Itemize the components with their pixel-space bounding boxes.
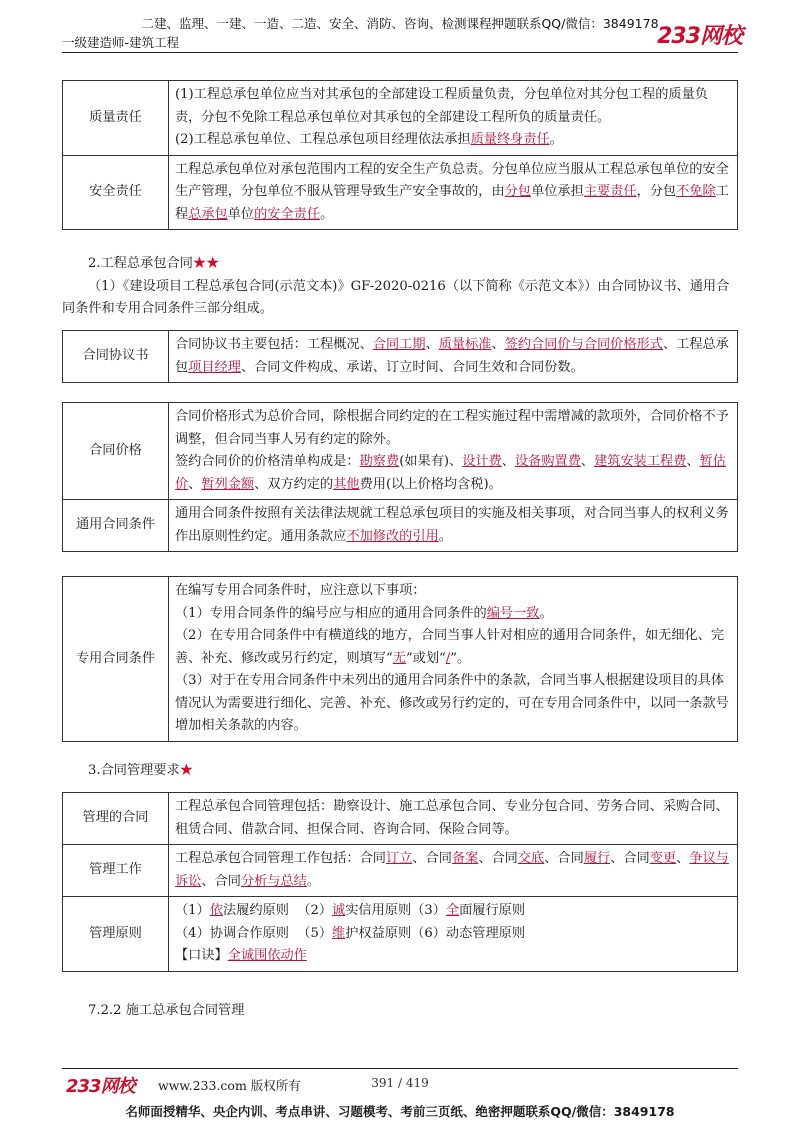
row-label: 管理原则 [63,897,169,972]
highlight-term: 勘察费 [359,454,400,469]
row-label: 合同协议书 [63,331,169,383]
text-span: 实信用原则（3） [345,903,446,918]
responsibility-table [62,80,738,230]
content-line [175,945,730,968]
content-line: 合同价格形式为总价合同，除根据合同约定的在工程实施过程中需增减的款项外，合同价格不予调整，但合同当事人另有约定的除外。 [175,409,729,447]
content-line: （3）对于在专用合同条件中未列出的通用合同条件中的条款，合同当事人根据建设项目的具体情况认为需要进行细化、完善、补充、修改或另行约定的，可在专用合同条件中，以同一条款号增加相关条款的内容。 [175,673,729,733]
header-promo: 二建、监理、一建、一造、二造、安全、消防、咨询、检测课程押题联系QQ/微信：3849178 [141,16,659,31]
text-span: 、 [425,337,439,352]
highlight-term: 质量标准 [438,337,492,352]
highlight-term: 其他 [333,476,360,492]
heading-text: 3.合同管理要求 [88,763,180,778]
text-span: 。 [306,873,321,889]
highlight-term: 交底 [517,851,545,866]
content-line [175,900,730,923]
text-span: 、 [188,476,202,492]
row-content [169,155,738,230]
highlight-term: 总承包 [188,206,228,222]
header-logo: 233网校 [657,24,742,49]
row-content [169,577,738,742]
text-span: ”或划“ [405,650,446,666]
highlight-term: 暂估价 [175,454,726,492]
section-paragraph: （1）《建设项目工程总承包合同(示范文本)》GF-2020-0216（以下简称《示范文本》）由合同协议书、通用合同条件和专用合同条件三部分组成。 [62,279,730,316]
footer-rule [62,1068,738,1069]
text-span: 【口诀】 [175,948,228,963]
highlight-term: / [445,650,451,666]
footer-logo: 233网校 [66,1076,135,1097]
agreement-table [62,330,738,383]
row-content [169,897,738,972]
heading-text: 2.工程总承包合同 [88,256,193,271]
text-span: (2)工程总承包单位、工程总承包项目经理依法承担 [175,132,471,147]
table-row [63,81,738,156]
highlight-term: 设备购置费 [514,454,581,469]
section-heading-management [88,760,738,782]
row-content: 工程总承包合同管理包括：勘察设计、施工总承包合同、专业分包合同、劳务合同、采购合同、租赁合同、借款合同、担保合同、咨询合同、保险合同等。 [169,793,738,845]
footer-site: www.233.com 版权所有 [158,1078,301,1093]
table-row [63,331,738,383]
text-span: 、 [491,337,505,352]
text-span: 、合同 [412,851,452,866]
row-content [169,500,738,552]
price-table [62,402,738,552]
content-line [175,603,730,626]
text-span: 通用合同条件按照有关法律法规就工程总承包项目的实施及相关事项，对合同当事人的权利义务作出原则性约定。通用条款应 [175,506,729,544]
content-line: 在编写专用合同条件时，应注意以下事项： [175,583,426,598]
text-span: 单位承担 [531,184,584,199]
star-icon: ★ [179,763,193,778]
text-span: 、 [676,851,690,866]
table-row [63,897,738,972]
table-row [63,500,738,552]
text-span: 、双方约定的 [254,476,334,492]
text-span: 工程总承包合同管理工作包括：合同 [175,851,386,866]
highlight-term: 变更 [649,851,677,866]
row-label: 管理工作 [63,845,169,897]
row-label: 通用合同条件 [63,500,169,552]
text-span: 工程总承包单位对承包范围内工程的安全生产负总责。分包单位应当服从工程总承包单位的安全生产管理，分包单位不服从管理导致生产安全事故的，由 [175,161,729,199]
content-line: (1)工程总承包单位应当对其承包的全部建设工程质量负责，分包单位对其分包工程的质量负责，分包不免除工程总承包单位对其承包的全部建设工程所负的质量责任。 [175,87,708,125]
text-span: 。 [539,605,553,621]
text-span: 、 [501,454,515,469]
text-span: 。 [549,132,563,147]
text-span: 签约合同价的价格清单构成是： [175,454,360,469]
row-label: 专用合同条件 [63,577,169,742]
star-icon: ★★ [192,256,220,271]
text-span: 合同协议书主要包括：工程概况、 [175,337,373,352]
page-number: 391 / 419 [371,1076,429,1090]
highlight-term: 主要责任 [583,184,637,199]
highlight-term: 不加修改的引用 [346,528,439,544]
text-span: 、工程总承包 [175,337,729,375]
highlight-term: 无 [392,650,406,666]
highlight-term: 履行 [583,851,611,866]
content-line [175,451,730,496]
row-label: 质量责任 [63,81,169,156]
table-row [63,403,738,500]
highlight-term: 争议与诉讼 [175,851,729,889]
highlight-term: 全诚围依动作 [227,948,307,963]
table-row [63,793,738,845]
highlight-term: 暂列金额 [201,476,255,492]
text-span: 、 [580,454,595,469]
text-span: 法履约原则 （2） [222,903,333,918]
text-span: ，分包 [636,184,677,199]
highlight-term: 订立 [386,851,413,866]
text-span: 、 [686,454,700,469]
row-label: 安全责任 [63,155,169,230]
highlight-term: 维 [332,925,346,941]
content-line [175,625,730,670]
header-rule [62,52,738,53]
row-content [169,403,738,500]
section-heading-contract [88,253,738,275]
text-span: 、合同 [478,851,518,866]
highlight-term: 分包 [504,184,532,199]
text-span: 。 [438,528,452,544]
text-span: 。 [320,206,334,222]
table-row [63,155,738,230]
header-subtitle: 一级建造师-建筑工程 [62,35,180,50]
text-span: (如果有)、 [399,454,463,469]
text-span: 护权益原则（6）动态管理原则 [345,925,526,941]
text-span: 、合同 [610,851,650,866]
content-line [175,923,730,946]
highlight-term: 编号一致 [486,605,540,621]
highlight-term: 合同工期 [372,337,426,352]
highlight-term: 诚 [332,903,346,918]
row-content [169,81,738,156]
text-span: 、合同 [201,873,241,889]
text-span: 单位 [227,206,255,222]
highlight-term: 分析与总结 [240,873,307,889]
text-span: （4）协调合作原则 （5） [175,925,333,941]
highlight-term: 的安全责任 [254,206,321,222]
text-span: ”。 [450,650,471,666]
highlight-term: 质量终身责任 [470,132,550,147]
footer-promo: 名师面授精华、央企内训、考点串讲、习题模考、考前三页纸、绝密押题联系QQ/微信：3849178 [125,1104,675,1119]
highlight-term: 全 [445,903,460,918]
text-span: 工程 [175,184,729,222]
table-row [63,845,738,897]
row-content [169,845,738,897]
text-span: 、合同文件构成、承诺、订立时间、合同生效和合同份数。 [240,359,584,375]
text-span: 费用(以上价格均含税)。 [359,476,502,492]
text-span: （2）在专用合同条件中有横道线的地方，合同当事人针对相应的通用合同条件，如无细化、完善、补充、修改或另行约定，则填写“ [175,628,725,666]
text-span: （1） [175,903,210,918]
row-content [169,331,738,383]
highlight-term: 项目经理 [188,359,241,375]
highlight-term: 建筑安装工程费 [594,454,687,469]
section-heading-construction: 7.2.2 施工总承包合同管理 [88,1003,245,1018]
row-label: 管理的合同 [63,793,169,845]
highlight-term: 依 [209,903,223,918]
row-label: 合同价格 [63,403,169,500]
management-table [62,792,738,972]
content-line [175,129,730,152]
text-span: 面履行原则 [459,903,526,918]
text-span: 、合同 [544,851,584,866]
table-row [63,577,738,742]
highlight-term: 不免除 [676,184,716,199]
text-span: （1）专用合同条件的编号应与相应的通用合同条件的 [175,605,487,621]
highlight-term: 签约合同价与合同价格形式 [504,337,663,352]
special-conditions-table [62,576,738,742]
highlight-term: 设计费 [462,454,502,469]
highlight-term: 备案 [451,851,479,866]
